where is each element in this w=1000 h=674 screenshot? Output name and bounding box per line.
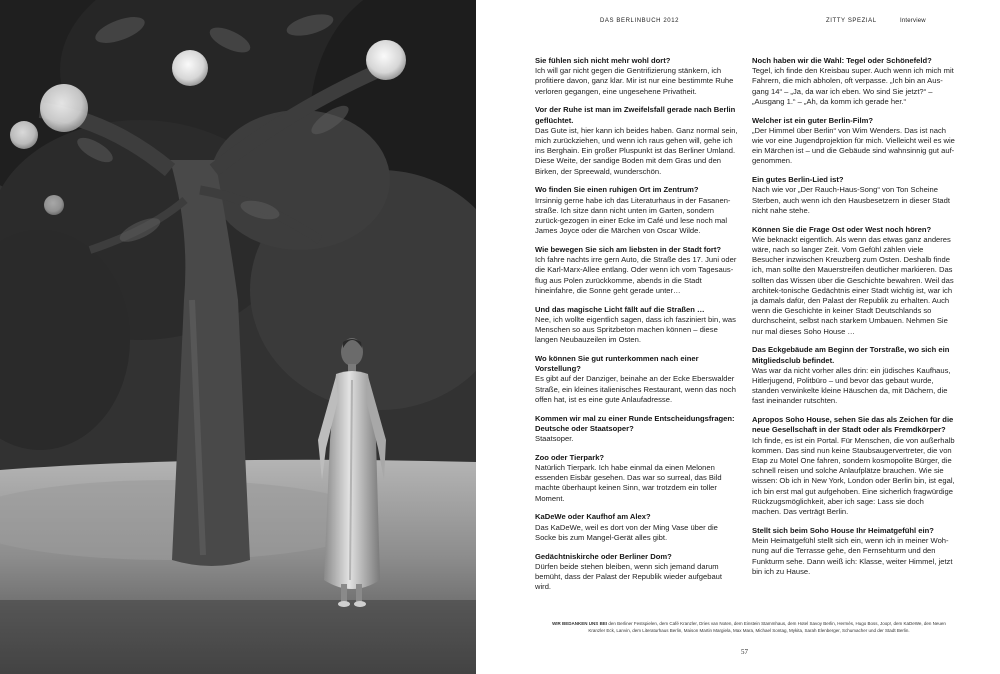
- running-head-category: Interview: [900, 18, 926, 24]
- text-column-right: [752, 56, 955, 586]
- interview-page: [476, 0, 1000, 674]
- qa-block: [752, 225, 955, 337]
- text-column-left: [535, 56, 738, 601]
- answer: Was war da nicht vorher alles drin: ein jüdisches Kaufhaus, Hitlerjugend, Politbüro – und bevor das gebaut wurde, standen verwinkelte kleine Häuschen da, mit Dächern, die fast ineinander rutschten.: [752, 365, 951, 406]
- answer: Das KaDeWe, weil es dort von der Ming Vase über die Socke bis zum Mangel-Gerät alles gibt.: [535, 522, 718, 542]
- question: Sie fühlen sich nicht mehr wohl dort?: [535, 56, 671, 65]
- question: Noch haben wir die Wahl: Tegel oder Schönefeld?: [752, 56, 932, 65]
- question: Wo können Sie gut runterkommen nach einer Vorstellung?: [535, 354, 699, 374]
- qa-block: [752, 526, 955, 577]
- answer: Wie beknackt eigentlich. Als wenn das etwas ganz anderes wäre, nach so langer Zeit. Vom Gefühl zählen viele Besucher inzwischen Kreuzberg zum Osten. Deshalb finde ich, man sollte den Mauerstreifen deutlicher markieren. Das sollten das Wissen über die Geschichte bewahren. Weil das architek-tonische Gedächtnis einer Stadt wichtig ist, war ich ja damals dafür, den Palast der Republik zu erhalten. Auch wenn die Geschichte in keiner Stadt Deutschlands so durchscheint, selbst nach starkem Umbauen. Nehmen Sie nur mal dieses Soho House …: [752, 234, 954, 336]
- page-number: 57: [741, 648, 748, 656]
- answer: Es gibt auf der Danziger, beinahe an der Ecke Eberswalder Straße, ein kleines italienisches Restaurant, wenn das noch offen hat, ist es eine gute Anlaufadresse.: [535, 374, 736, 404]
- question: Ein gutes Berlin-Lied ist?: [752, 175, 844, 185]
- photo: [0, 0, 476, 674]
- question: Wie bewegen Sie sich am liebsten in der Stadt fort?: [535, 245, 722, 255]
- qa-block: [535, 105, 738, 176]
- qa-block: [752, 56, 955, 107]
- answer: Dürfen beide stehen bleiben, wenn sich jemand darum bemüht, dass der Palast der Republik wieder aufgebaut wird.: [535, 561, 723, 592]
- question: Kommen wir mal zu einer Runde Entscheidungsfragen: Deutsche oder Staatsoper?: [535, 413, 735, 433]
- question: Das Eckgebäude am Beginn der Torstraße, wo sich ein Mitgliedsclub befindet.: [752, 345, 950, 365]
- question: Zoo oder Tierpark?: [535, 452, 605, 462]
- question: Apropos Soho House, sehen Sie das als Zeichen für die neue Gesellschaft in der Stadt oder als Fremdkörper?: [752, 415, 954, 435]
- qa-block: [535, 56, 738, 97]
- question: Welcher ist ein guter Berlin-Film?: [752, 115, 873, 125]
- question: Vor der Ruhe ist man im Zweifelsfall gerade nach Berlin geflüchtet.: [535, 105, 736, 125]
- credits-lead: WIR BEDANKEN UNS BEI: [552, 621, 608, 626]
- question: Können Sie die Frage Ost oder West noch hören?: [752, 224, 932, 234]
- qa-block: [535, 185, 738, 236]
- answer: Nee, ich wollte eigentlich sagen, dass ich fasziniert bin, was Menschen so aus Spritzbeton machen können – diese langen Neubauzeilen im Osten.: [535, 314, 736, 345]
- answer: Nach wie vor „Der Rauch-Haus-Song“ von Ton Scheine Sterben, auch wenn ich den Hausbesetzern in dieser Stadt nicht nahe stehe.: [752, 185, 950, 215]
- answer: Staatsoper.: [535, 434, 574, 444]
- question: Wo finden Sie einen ruhigen Ort im Zentrum?: [535, 185, 699, 195]
- running-head-section: ZITTY SPEZIAL: [826, 18, 877, 24]
- qa-block: [535, 245, 738, 296]
- running-head-publication: DAS BERLINBUCH 2012: [600, 18, 680, 24]
- question: Gedächtniskirche oder Berliner Dom?: [535, 551, 672, 561]
- answer: Ich finde, es ist ein Portal. Für Menschen, die von außerhalb kommen. Das sind nun keine Staubsaugervertreter, die von Etap zu Motel One fahren, sondern kosmopolite Bürger, die schnell reisen und solche Anlaufplätze brauchen. Wie sie wissen: Ob ich in New York, London oder Berlin bin, ist egal, ich bin erst mal gut aufgehoben. Eine sicherlich fragwürdige Rückzugsmöglichkeit, aber ich sage: Lass sie doch machen. Das verträgt Berlin.: [752, 435, 955, 517]
- answer: Ich fahre nachts irre gern Auto, die Straße des 17. Juni oder die Karl-Marx-Allee entlang. Oder wenn ich vom Tagesaus-flug aus Polen zurückkomme, abends in die Stadt hineinfahre, die Sonne geht gerade unter…: [535, 255, 737, 295]
- answer: Das Gute ist, hier kann ich beides haben. Ganz normal sein, mich zurückziehen, und wenn ich raus gehen will, gehe ich ins Berghain. Ein großer Pluspunkt ist das Berliner Umland. Diese Weite, der sandige Boden mit dem Gras und den Birken, der Spreewald, wunderschön.: [535, 125, 738, 176]
- qa-block: [535, 512, 738, 543]
- photo-woman-under-tree-with-lanterns: [0, 0, 476, 674]
- qa-block: [752, 415, 955, 517]
- question: Stellt sich beim Soho House Ihr Heimatgefühl ein?: [752, 525, 934, 535]
- qa-block: [535, 305, 738, 346]
- credits: [544, 620, 954, 634]
- credits-text: den Berliner Festspielen, dem Café Kranzler, Dries van Noten, dem Einstein Stammhaus, dem Hotel Savoy Berlin, Hermès, Hugo Boss, Joop!, dem KaDeWe, den Neuen Kranzler Eck, Lanvin, dem Literaturhaus Berlin, Maison Martin Margiela, Max Mara, Michael Sontag, Mykita, Sarah Elenberger, Schumacher und der Stadt Berlin.: [588, 621, 946, 633]
- qa-block: [535, 414, 738, 445]
- answer: Tegel, ich finde den Kreisbau super. Auch wenn ich mich mit Fahrern, die mich abholen, oft verpasse. „Ich bin an Aus-gang 14“ – „Ja, da war ich eben. Wo sind Sie jetzt?“ – „Ausgang 1.“ – „Ah, da komm ich gerade her.“: [752, 66, 954, 106]
- qa-block: [752, 175, 955, 216]
- answer: Irrsinnig gerne habe ich das Literaturhaus in der Fasanen-straße. Ich sitze dann nicht unten im Garten, sondern zurück-gezogen in einer Ecke im Café und lese noch mal James Joyce oder die Märchen von Oscar Wilde.: [535, 195, 731, 236]
- question: Und das magische Licht fällt auf die Straßen …: [535, 304, 705, 314]
- qa-block: [535, 552, 738, 593]
- answer: Ich will gar nicht gegen die Gentrifizierung stänkern, ich profitiere davon, ganz klar. Mir ist nur eine bestimmte Ruhe verloren gegangen, eine ungesehene Privatheit.: [535, 66, 734, 96]
- qa-block: [752, 116, 955, 167]
- answer: „Der Himmel über Berlin“ von Wim Wenders. Das ist nach wie vor eine Jugendprojektion für mich. Vielleicht weil es wie ein Märchen ist – und die Gebäude sind wahnsinnig gut auf-genommen.: [752, 125, 955, 166]
- qa-block: [535, 354, 738, 405]
- qa-block: [752, 345, 955, 406]
- answer: Natürlich Tierpark. Ich habe einmal da einen Melonen essenden Eisbär gesehen. Das war so surreal, das Bild machte überhaupt keinen Sinn, war trotzdem ein toller Moment.: [535, 463, 722, 503]
- qa-block: [535, 453, 738, 504]
- answer: Mein Heimatgefühl stellt sich ein, wenn ich in meiner Woh-nung auf die Terrasse gehe, den Fernsehturm und den Funkturm sehe. Dann weiß ich: Klasse, weiter Himmel, jetzt bin ich zu Hause.: [752, 536, 953, 576]
- question: KaDeWe oder Kaufhof am Alex?: [535, 512, 651, 522]
